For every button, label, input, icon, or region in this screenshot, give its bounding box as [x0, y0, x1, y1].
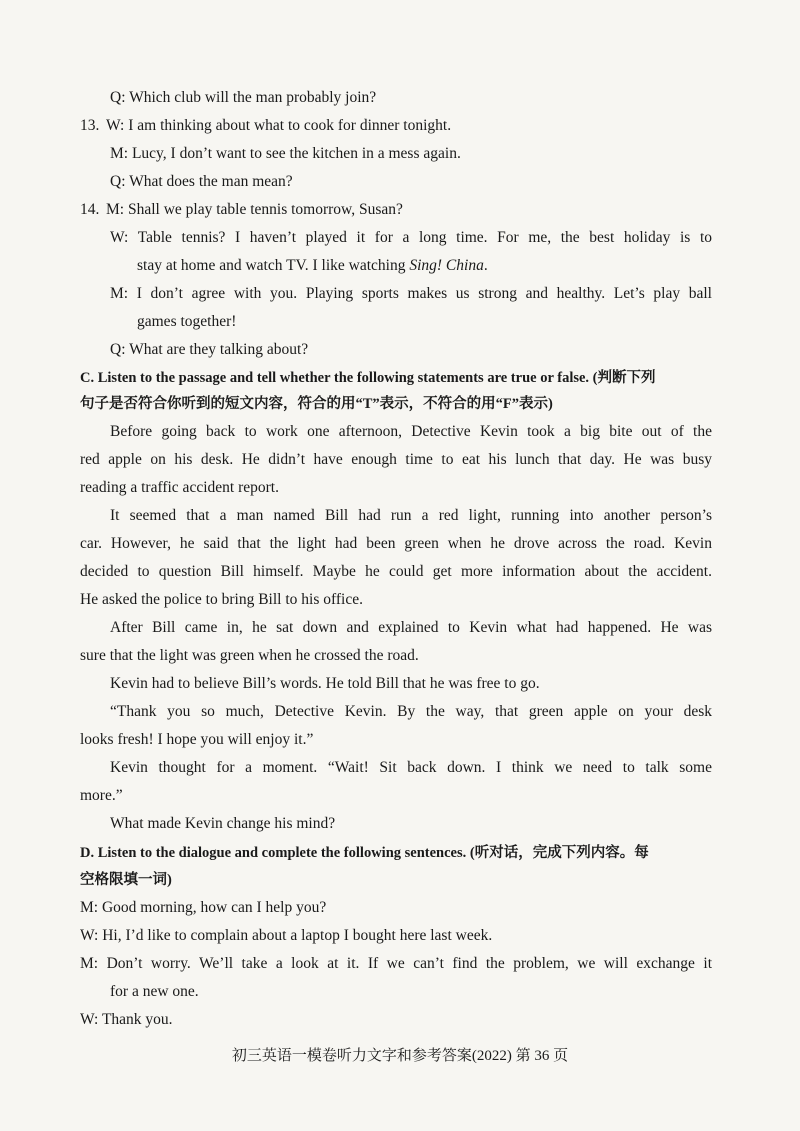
section-c-heading-cont: 句子是否符合你听到的短文内容，符合的用“T”表示，不符合的用“F”表示) [80, 396, 553, 412]
item-13 [80, 116, 451, 136]
page-footer: 初三英语一模卷听力文字和参考答案(2022) 第 36 页 [231, 1048, 569, 1064]
dialogue-line-cont [137, 256, 488, 276]
passage-line: sure that the light was green when he crossed the road. [80, 647, 419, 664]
text-span: stay at home and watch TV. I like watching [137, 257, 410, 274]
dialogue-line-cont: games together! [137, 313, 237, 330]
section-d-heading-cont: 空格限填一词) [80, 872, 172, 888]
passage-line: looks fresh! I hope you will enjoy it.” [80, 731, 314, 748]
dialogue-line-cont: for a new one. [110, 983, 199, 1000]
item-number: 14. [80, 201, 100, 218]
section-d-heading: D. Listen to the dialogue and complete the following sentences. (听对话，完成下列内容。每 [80, 845, 649, 861]
section-c-heading: C. Listen to the passage and tell whether the following statements are true or false. (判断下列 [80, 370, 656, 386]
text-span: . [483, 257, 488, 274]
passage-line: Kevin thought for a moment. “Wait! Sit back down. I think we need to talk some [110, 759, 712, 776]
question-line: Q: What are they talking about? [110, 341, 309, 358]
dialogue-line: M: Don’t worry. We’ll take a look at it. If we can’t find the problem, we will exchange it [80, 955, 712, 972]
item-14 [80, 200, 403, 220]
passage-line: decided to question Bill himself. Maybe he could get more information about the accident. [80, 563, 712, 580]
dialogue-line: W: I am thinking about what to cook for dinner tonight. [106, 117, 452, 134]
passage-line: After Bill came in, he sat down and explained to Kevin what had happened. He was [110, 619, 712, 636]
dialogue-line: W: Hi, I’d like to complain about a laptop I bought here last week. [80, 927, 493, 944]
dialogue-line: W: Thank you. [80, 1011, 173, 1028]
passage-line: car. However, he said that the light had been green when he drove across the road. Kevin [80, 535, 712, 552]
passage-line: red apple on his desk. He didn’t have enough time to eat his lunch that day. He was busy [80, 451, 712, 468]
dialogue-line: W: Table tennis? I haven’t played it for a long time. For me, the best holiday is to [110, 229, 712, 246]
passage-line: “Thank you so much, Detective Kevin. By the way, that green apple on your desk [110, 703, 712, 720]
dialogue-line: M: Lucy, I don’t want to see the kitchen in a mess again. [110, 145, 461, 162]
question-line: Q: Which club will the man probably join? [110, 89, 377, 106]
dialogue-line: M: Good morning, how can I help you? [80, 899, 327, 916]
passage-line: reading a traffic accident report. [80, 479, 279, 496]
passage-line: Before going back to work one afternoon, Detective Kevin took a big bite out of the [110, 423, 712, 440]
passage-line: Kevin had to believe Bill’s words. He told Bill that he was free to go. [110, 675, 540, 692]
passage-line: He asked the police to bring Bill to his office. [80, 591, 363, 608]
passage-line: It seemed that a man named Bill had run a red light, running into another person’s [110, 507, 712, 524]
passage-line: more.” [80, 787, 123, 804]
dialogue-line: M: Shall we play table tennis tomorrow, Susan? [106, 201, 403, 218]
question-line: What made Kevin change his mind? [110, 815, 336, 832]
dialogue-line: M: I don’t agree with you. Playing sports makes us strong and healthy. Let’s play ball [110, 285, 712, 302]
question-line: Q: What does the man mean? [110, 173, 293, 190]
item-number: 13. [80, 117, 100, 134]
show-title: Sing! China [409, 257, 484, 274]
